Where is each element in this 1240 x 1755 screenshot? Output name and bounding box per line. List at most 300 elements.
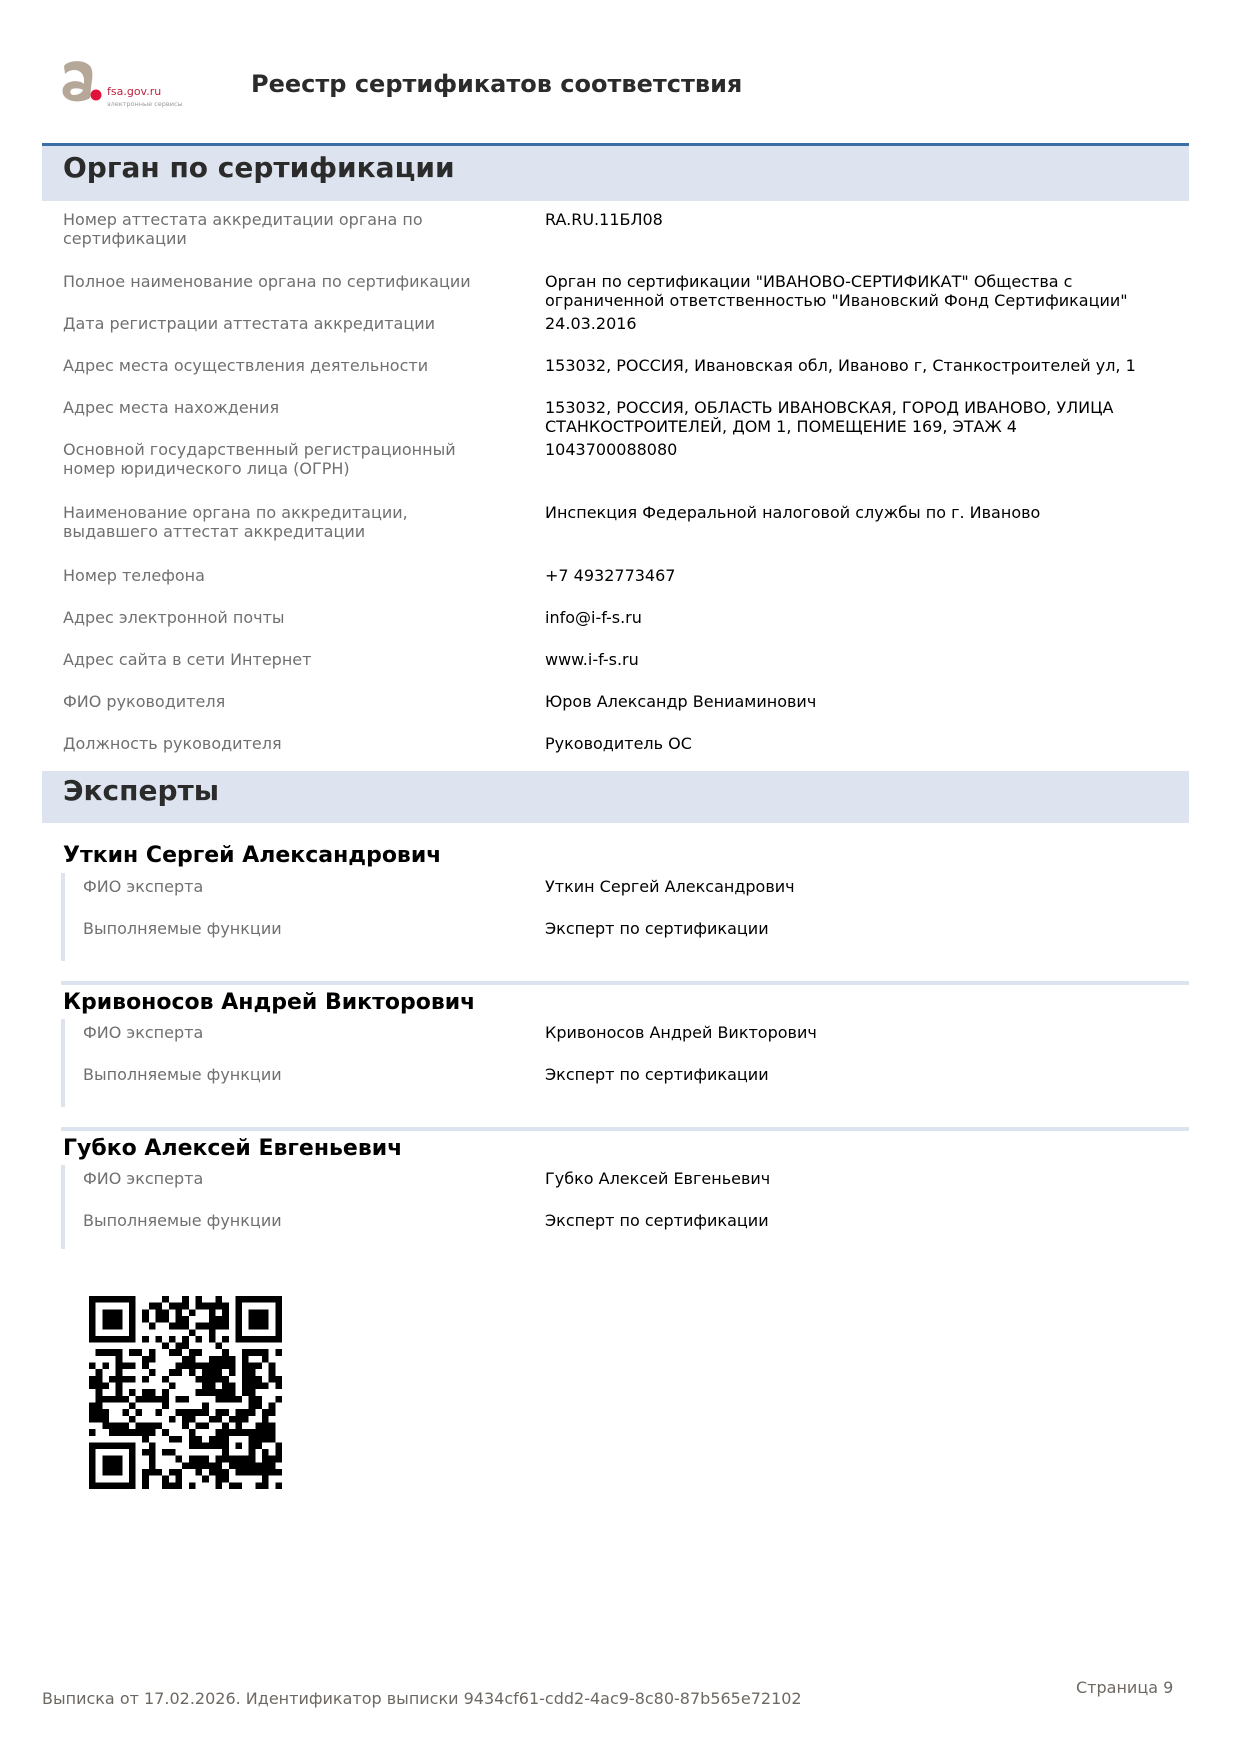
field-value: 153032, РОССИЯ, ОБЛАСТЬ ИВАНОВСКАЯ, ГОРОД ИВАНОВО, УЛИЦА СТАНКОСТРОИТЕЛЕЙ, ДОМ 1, ПОМЕЩЕНИЕ 169, ЭТАЖ 4 [545,398,1114,436]
qr-module [182,1343,189,1350]
qr-module [116,1442,123,1449]
qr-module [116,1462,123,1469]
qr-module [142,1449,149,1456]
qr-module [215,1303,222,1310]
qr-module [89,1476,96,1483]
qr-module [195,1456,202,1463]
qr-module [89,1482,96,1489]
qr-module [275,1456,282,1463]
field-label: ФИО руководителя [63,692,226,711]
qr-module [275,1449,282,1456]
qr-module [176,1349,183,1356]
qr-module [195,1409,202,1416]
qr-module [116,1369,123,1376]
qr-module [156,1303,163,1310]
qr-module [195,1363,202,1370]
qr-module [149,1422,156,1429]
fsa-logo [58,58,208,110]
qr-module [129,1462,136,1469]
qr-module [116,1336,123,1343]
qr-module [222,1316,229,1323]
qr-module [122,1396,129,1403]
qr-module [262,1482,269,1489]
qr-module [249,1402,256,1409]
qr-module [249,1336,256,1343]
qr-module [242,1409,249,1416]
qr-module [176,1303,183,1310]
qr-module [235,1416,242,1423]
qr-module [242,1456,249,1463]
qr-module [116,1469,123,1476]
qr-module [96,1383,103,1390]
qr-module [255,1363,262,1370]
qr-module [202,1363,209,1370]
qr-module [235,1422,242,1429]
qr-module [255,1316,262,1323]
qr-module [116,1356,123,1363]
qr-module [102,1422,109,1429]
field-value: Орган по сертификации "ИВАНОВО-СЕРТИФИКАТ" Общества с ограниченной ответственностью "Ивановский Фонд Сертификации" [545,272,1128,310]
field-value: 1043700088080 [545,440,678,459]
qr-module [222,1456,229,1463]
qr-module [255,1436,262,1443]
qr-module [182,1323,189,1330]
qr-module [222,1389,229,1396]
qr-module [255,1323,262,1330]
qr-module [215,1369,222,1376]
qr-module [195,1303,202,1310]
qr-module [269,1436,276,1443]
field-value[interactable]: info@i-f-s.ru [545,608,642,627]
qr-module [249,1383,256,1390]
qr-module [262,1296,269,1303]
qr-module [122,1409,129,1416]
qr-module [96,1442,103,1449]
qr-module [235,1296,242,1303]
qr-module [116,1316,123,1323]
qr-module [109,1376,116,1383]
qr-module [182,1462,189,1469]
qr-module [275,1383,282,1390]
qr-module [136,1429,143,1436]
qr-module [116,1456,123,1463]
qr-module [269,1422,276,1429]
qr-module [189,1329,196,1336]
qr-module [222,1476,229,1483]
field-label: Адрес места осуществления деятельности [63,356,429,375]
qr-module [235,1336,242,1343]
qr-module [275,1323,282,1330]
qr-module [215,1343,222,1350]
qr-module [209,1389,216,1396]
field-value: Юров Александр Вениаминович [545,692,817,711]
qr-module [96,1336,103,1343]
qr-module [222,1323,229,1330]
qr-module [96,1409,103,1416]
qr-module [102,1416,109,1423]
qr-module [156,1396,163,1403]
field-value: RA.RU.11БЛ08 [545,210,663,229]
qr-module [209,1416,216,1423]
qr-module [195,1349,202,1356]
qr-module [195,1389,202,1396]
expert-border [61,873,65,961]
logo-subtext: электронные сервисы [107,100,183,108]
qr-module [176,1476,183,1483]
field-value: Руководитель ОС [545,734,692,753]
qr-module [169,1369,176,1376]
qr-module [182,1409,189,1416]
expert-border [61,1165,65,1249]
qr-module [262,1336,269,1343]
qr-module [269,1336,276,1343]
qr-module [176,1469,183,1476]
qr-module [262,1383,269,1390]
qr-module [235,1329,242,1336]
section-header-experts [42,771,1189,823]
qr-module [262,1416,269,1423]
qr-module [242,1363,249,1370]
qr-module [149,1303,156,1310]
qr-module [96,1369,103,1376]
qr-module [249,1409,256,1416]
expert-border [61,1019,65,1107]
qr-module [195,1296,202,1303]
qr-module [255,1469,262,1476]
field-label: Основной государственный регистрационный номер юридического лица (ОГРН) [63,440,456,478]
qr-module [89,1449,96,1456]
qr-module [209,1369,216,1376]
qr-module [222,1409,229,1416]
qr-module [249,1363,256,1370]
expert-function-value: Эксперт по сертификации [545,919,769,938]
qr-module [222,1349,229,1356]
qr-module [202,1369,209,1376]
qr-module [235,1456,242,1463]
qr-module [176,1436,183,1443]
qr-module [269,1409,276,1416]
field-label: Полное наименование органа по сертификации [63,272,471,291]
expert-name-heading: Уткин Сергей Александрович [63,843,442,868]
qr-module [182,1396,189,1403]
qr-module [209,1383,216,1390]
qr-module [122,1296,129,1303]
qr-module [162,1309,169,1316]
qr-module [102,1469,109,1476]
expert-function-label: Выполняемые функции [83,1065,282,1084]
qr-module [242,1416,249,1423]
qr-module [122,1422,129,1429]
qr-module [195,1376,202,1383]
field-value: +7 4932773467 [545,566,676,585]
qr-module [182,1422,189,1429]
qr-module [255,1296,262,1303]
qr-module [202,1402,209,1409]
qr-module [129,1389,136,1396]
qr-module [275,1309,282,1316]
qr-module [189,1309,196,1316]
qr-module [162,1476,169,1483]
qr-module [269,1469,276,1476]
qr-module [142,1336,149,1343]
qr-module [102,1316,109,1323]
qr-module [109,1442,116,1449]
qr-module [229,1482,236,1489]
qr-module [162,1343,169,1350]
qr-module [269,1402,276,1409]
qr-module [215,1389,222,1396]
qr-module [169,1482,176,1489]
field-label: Адрес места нахождения [63,398,280,417]
qr-module [235,1469,242,1476]
qr-module [235,1323,242,1330]
field-value: Инспекция Федеральной налоговой службы по г. Иваново [545,503,1041,522]
qr-module [169,1383,176,1390]
section-header-certification-body [42,143,1189,201]
qr-module [275,1376,282,1383]
qr-module [222,1436,229,1443]
qr-module [129,1429,136,1436]
qr-module [202,1376,209,1383]
qr-module [262,1422,269,1429]
qr-module [96,1482,103,1489]
qr-module [189,1409,196,1416]
qr-module [142,1482,149,1489]
qr-module [129,1442,136,1449]
qr-module [202,1442,209,1449]
qr-module [136,1409,143,1416]
qr-module [162,1316,169,1323]
qr-module [116,1389,123,1396]
qr-module [169,1303,176,1310]
qr-module [169,1436,176,1443]
qr-module [202,1456,209,1463]
expert-fio-label: ФИО эксперта [83,1169,204,1188]
qr-module [242,1336,249,1343]
qr-module [116,1429,123,1436]
qr-module [142,1422,149,1429]
qr-module [275,1316,282,1323]
field-label: Дата регистрации аттестата аккредитации [63,314,435,333]
qr-module [262,1356,269,1363]
qr-module [202,1409,209,1416]
qr-module [202,1323,209,1330]
qr-module [116,1323,123,1330]
qr-module [122,1482,129,1489]
qr-module [102,1363,109,1370]
qr-module [222,1396,229,1403]
qr-module [89,1402,96,1409]
qr-module [169,1416,176,1423]
qr-module [129,1296,136,1303]
qr-module [142,1389,149,1396]
qr-module [182,1296,189,1303]
qr-module [176,1343,183,1350]
qr-module [235,1482,242,1489]
qr-module [249,1376,256,1383]
field-label: Наименование органа по аккредитации, выдавшего аттестат аккредитации [63,503,408,541]
qr-module [142,1469,149,1476]
qr-module [275,1396,282,1403]
qr-module [209,1336,216,1343]
qr-module [142,1309,149,1316]
qr-module [169,1449,176,1456]
qr-module [102,1323,109,1330]
expert-separator [61,981,1189,985]
section-title: Эксперты [63,774,220,807]
qr-module [96,1416,103,1423]
qr-module [89,1442,96,1449]
qr-module [122,1363,129,1370]
qr-module [156,1422,163,1429]
qr-module [162,1396,169,1403]
qr-module [182,1416,189,1423]
qr-module [89,1376,96,1383]
qr-module [116,1296,123,1303]
qr-module [89,1303,96,1310]
qr-module [222,1469,229,1476]
qr-module [116,1396,123,1403]
qr-module [182,1356,189,1363]
qr-module [189,1462,196,1469]
qr-module [96,1396,103,1403]
qr-module [89,1429,96,1436]
field-value[interactable]: www.i-f-s.ru [545,650,639,669]
qr-module [262,1456,269,1463]
qr-module [122,1429,129,1436]
qr-module [89,1383,96,1390]
qr-module [215,1436,222,1443]
qr-module [109,1309,116,1316]
qr-module [235,1316,242,1323]
qr-module [156,1409,163,1416]
qr-module [249,1469,256,1476]
page-title: Реестр сертификатов соответствия [251,70,743,98]
qr-module [262,1449,269,1456]
qr-module [176,1309,183,1316]
qr-module [96,1402,103,1409]
qr-module [162,1296,169,1303]
qr-module [116,1363,123,1370]
qr-module [109,1469,116,1476]
field-value: 24.03.2016 [545,314,637,333]
qr-module [262,1316,269,1323]
qr-module [275,1482,282,1489]
qr-module [176,1396,183,1403]
qr-module [215,1469,222,1476]
qr-module [242,1429,249,1436]
qr-module [142,1356,149,1363]
qr-module [102,1409,109,1416]
qr-module [89,1416,96,1423]
qr-module [102,1309,109,1316]
qr-module [255,1383,262,1390]
qr-module [222,1309,229,1316]
qr-module [209,1436,216,1443]
expert-fio-label: ФИО эксперта [83,877,204,896]
qr-module [129,1303,136,1310]
qr-module [96,1389,103,1396]
qr-module [229,1369,236,1376]
qr-module [202,1422,209,1429]
qr-module [269,1429,276,1436]
qr-module [222,1303,229,1310]
qr-module [255,1429,262,1436]
field-label: Номер аттестата аккредитации органа по сертификации [63,210,423,248]
section-title: Орган по сертификации [63,151,455,184]
qr-module [209,1309,216,1316]
qr-module [229,1456,236,1463]
qr-module [156,1336,163,1343]
qr-module [249,1309,256,1316]
qr-module [275,1296,282,1303]
expert-function-value: Эксперт по сертификации [545,1211,769,1230]
qr-module [222,1363,229,1370]
qr-module [215,1356,222,1363]
qr-module [235,1409,242,1416]
qr-module [249,1456,256,1463]
qr-module [129,1482,136,1489]
qr-module [202,1462,209,1469]
qr-module [215,1442,222,1449]
qr-module [142,1476,149,1483]
qr-module [109,1456,116,1463]
qr-module [176,1363,183,1370]
qr-module [195,1323,202,1330]
expert-separator [61,1127,1189,1131]
qr-module [176,1316,183,1323]
qr-module [162,1429,169,1436]
qr-module [189,1442,196,1449]
qr-module [209,1329,216,1336]
qr-module [89,1309,96,1316]
expert-function-value: Эксперт по сертификации [545,1065,769,1084]
qr-module [242,1376,249,1383]
expert-name-heading: Губко Алексей Евгеньевич [63,1136,403,1161]
qr-module [242,1469,249,1476]
qr-module [142,1376,149,1383]
qr-module [149,1396,156,1403]
qr-module [89,1462,96,1469]
qr-module [116,1376,123,1383]
qr-module [156,1469,163,1476]
qr-module [102,1349,109,1356]
qr-module [162,1389,169,1396]
qr-module [215,1476,222,1483]
qr-module [255,1349,262,1356]
qr-module [169,1336,176,1343]
qr-module [249,1389,256,1396]
qr-module [235,1396,242,1403]
qr-module [156,1316,163,1323]
qr-module [262,1429,269,1436]
qr-module [269,1363,276,1370]
qr-module [129,1376,136,1383]
qr-module [189,1436,196,1443]
qr-module [209,1442,216,1449]
qr-module [89,1329,96,1336]
qr-module [129,1416,136,1423]
qr-module [269,1376,276,1383]
qr-module [109,1323,116,1330]
qr-module [229,1462,236,1469]
qr-module [149,1389,156,1396]
qr-module [96,1349,103,1356]
qr-module [242,1462,249,1469]
qr-module [269,1369,276,1376]
qr-module [149,1429,156,1436]
qr-module [102,1296,109,1303]
